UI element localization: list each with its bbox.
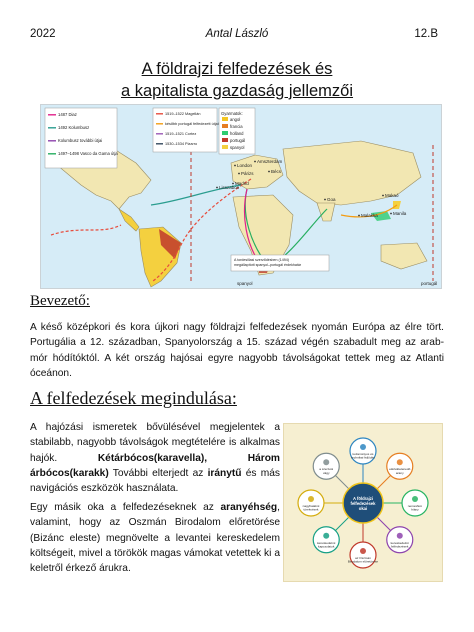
place-label: London xyxy=(237,163,253,168)
legend-colonies-title: Gyarmatok: xyxy=(221,111,243,116)
legend-color-box xyxy=(222,124,228,128)
diagram-item-label: elértéktelenedő arany xyxy=(389,467,411,475)
legend-entry: 1519–1521 Cortez xyxy=(165,132,197,136)
legend-color-box xyxy=(222,117,228,121)
text-compass: iránytű xyxy=(207,467,242,479)
paragraph-gold xyxy=(30,500,280,576)
place-marker xyxy=(268,171,270,173)
diagram-item-icon xyxy=(323,533,329,539)
place-label: Goa xyxy=(327,197,336,202)
diagram-center-label: A földrajzi felfedezések okai xyxy=(350,496,376,511)
place-marker xyxy=(382,195,384,197)
place-marker xyxy=(238,173,240,175)
place-label: Manila xyxy=(393,211,407,216)
legend-entry: 1530–1534 Pizarro xyxy=(165,142,198,146)
place-marker xyxy=(390,213,392,215)
text-gold-c: , valamint, hogy az Oszmán Birodalom előretörése (Bizánc eleste) megnövelte a levantei kereskedelem költségeit, mivel a törökök magas vámokat vetettek ki a keletről érkező árukra. xyxy=(30,502,280,575)
legend-entry: később portugál felfedezett útjai xyxy=(165,122,219,126)
diagram-item-label: nagyhatalmi törekvések xyxy=(302,504,320,512)
diagram-item-label: kereskedelmi kapcsolatok xyxy=(317,540,336,549)
map-label-portuguese: portugál xyxy=(421,281,438,286)
diagram-item-icon xyxy=(397,459,403,465)
header-class: 12.B xyxy=(414,28,438,40)
legend-entry: Kolumbusz további útjai xyxy=(58,138,103,143)
title-line-2: a kapitalista gazdaság jellemzői xyxy=(120,82,354,100)
diagram-item-icon xyxy=(323,459,329,465)
place-marker xyxy=(358,215,360,217)
text-gold-hunger: aranyéhség xyxy=(220,502,278,513)
diagram-item-icon xyxy=(308,496,314,502)
diagram-item-label: kereskedelmi felfedezések xyxy=(390,540,409,549)
place-marker xyxy=(324,199,326,201)
text-gold-a: Egy másik oka a felfedezéseknek az xyxy=(30,502,221,513)
place-label: Amszterdam xyxy=(257,159,283,164)
legend-colony-entry: holland xyxy=(230,131,244,136)
legend-entry: 1487 Diaz xyxy=(58,112,77,117)
place-marker xyxy=(254,161,256,163)
legend-colony-entry: portugál xyxy=(230,138,246,143)
legend-colony-entry: francia xyxy=(230,124,243,129)
legend-colony-entry: spanyol xyxy=(230,145,245,150)
page-title xyxy=(0,58,474,102)
place-label: Madrid xyxy=(235,181,249,186)
legend-entry: 1492 Kolumbusz xyxy=(58,125,90,130)
diagram-item-node xyxy=(387,527,413,553)
causes-diagram xyxy=(283,423,443,582)
text-ships-a: A hajózási ismeretek bővülésével megjelentek a stabilabb, nagyobb távolságok megtételére is alkalmas hajók. xyxy=(30,422,280,464)
section-heading-intro: Bevezető: xyxy=(30,293,90,309)
legend-entry: 1497–1498 Vasco da Gama útja xyxy=(58,151,118,156)
place-label: Bécs xyxy=(271,169,282,174)
diagram-item-node xyxy=(387,453,413,479)
text-ships-c: További elterjedt az xyxy=(108,467,208,479)
legend-colony-entry: angol xyxy=(230,117,241,122)
place-label: Lisszabon xyxy=(219,185,240,190)
title-line-1: A földrajzi felfedezések és xyxy=(141,60,333,78)
diagram-item-node xyxy=(313,527,339,553)
diagram-item-icon xyxy=(412,496,418,502)
legend-color-box xyxy=(222,145,228,149)
legend-entry: 1519–1522 Magellán xyxy=(165,112,201,116)
place-marker xyxy=(216,187,218,189)
diagram-item-node xyxy=(298,490,324,516)
place-label: Párizs xyxy=(241,171,254,176)
diagram-item-label: a szerzési vágy xyxy=(319,467,334,475)
diagram-item-node xyxy=(313,453,339,479)
diagram-item-icon xyxy=(360,548,366,554)
diagram-item-label: tudományos és technikai fejlődés xyxy=(351,452,375,460)
diagram-item-node xyxy=(350,542,376,568)
paragraph-ships xyxy=(30,420,280,496)
causes-diagram-svg xyxy=(284,424,442,581)
header-author: Antal László xyxy=(205,28,269,40)
diagram-item-icon xyxy=(397,533,403,539)
diagram-item-node xyxy=(402,490,428,516)
map-svg xyxy=(41,105,441,288)
place-marker xyxy=(234,165,236,167)
text-ship-types: Kétárbócos(karavella), Három árbócos(karakk) xyxy=(30,452,280,479)
legend-color-box xyxy=(222,138,228,142)
discoveries-map xyxy=(40,104,442,289)
legend-color-box xyxy=(222,131,228,135)
map-treaty-note: A tordesillasi szerződésben (1494) megállapított spanyol–portugál érdekhatár xyxy=(234,258,302,267)
intro-paragraph: A késő középkori és kora újkori nagy földrajzi felfedezések nyomán Európa az élre tört. Portugália a 12. században, Spanyolország a 15. század végén szabadult meg az arab-mór hódítóktól. A két ország hajósai egyre nagyobb távolságokat tettek meg az Atlanti óceánon. xyxy=(30,322,444,379)
map-label-spanish: spanyol xyxy=(237,281,253,286)
place-label: Makaó xyxy=(385,193,399,198)
diagram-item-label: nemesfém hiány xyxy=(407,504,423,512)
header-year: 2022 xyxy=(30,28,56,40)
section-heading-start: A felfedezések megindulása: xyxy=(30,388,237,408)
diagram-item-label: az Oszmán Birodalom előretörése xyxy=(347,556,379,564)
text-ships-e: és más navigációs eszközök használata. xyxy=(30,467,280,495)
diagram-item-icon xyxy=(360,444,366,450)
place-label: Malakka xyxy=(361,213,378,218)
diagram-item-node xyxy=(350,438,376,464)
